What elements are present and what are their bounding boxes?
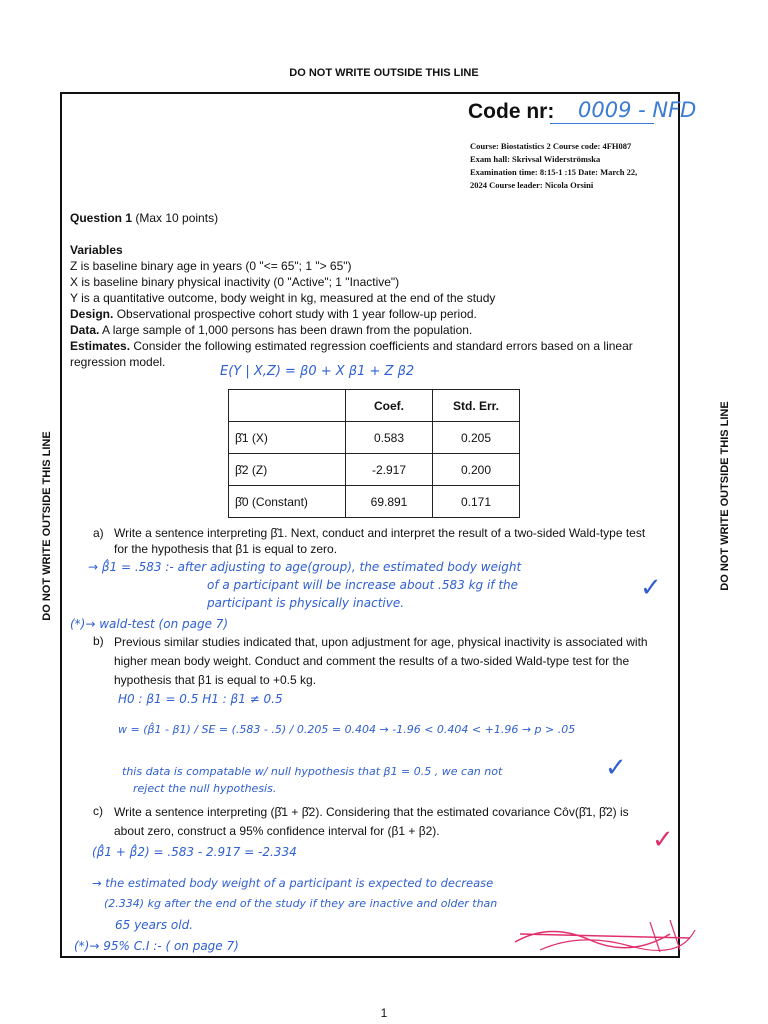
checkmark-icon: ✓ <box>605 752 627 782</box>
course-leader-line: 2024 Course leader: Nicola Orsini <box>470 180 594 190</box>
part-c-answer-1: (β̂1 + β̂2) = .583 - 2.917 = -2.334 <box>92 845 297 859</box>
design-label: Design. <box>70 307 114 321</box>
question-title <box>70 210 218 226</box>
part-b-label: b) <box>93 634 104 648</box>
checkmark-icon: ✓ <box>652 824 674 854</box>
part-b-text-2: higher mean body weight. Conduct and comment the results of a two-sided Wald-type test for the <box>114 654 630 668</box>
part-c-answer-5: (*)→ 95% C.I :- ( on page 7) <box>74 939 239 953</box>
table-cell: β̂0 (Constant) <box>229 486 346 518</box>
estimates-label: Estimates. <box>70 339 131 353</box>
estimates-text: Consider the following estimated regression coefficients and standard errors based on a linear <box>133 339 633 353</box>
table-row <box>229 486 520 518</box>
part-a-answer-1: → β̂1 = .583 :- after adjusting to age(group), the estimated body weight <box>88 560 522 574</box>
part-a-question <box>114 525 674 557</box>
exam-hall-line: Exam hall: Skrivsal Widerströmska <box>470 154 601 164</box>
exam-info <box>470 140 670 192</box>
table-cell: 0.583 <box>346 422 433 454</box>
table-cell: -2.917 <box>346 454 433 486</box>
part-c-answer-4: 65 years old. <box>115 918 194 932</box>
page-number: 1 <box>380 1006 388 1020</box>
table-header-cell: Coef. <box>346 390 433 422</box>
table-header-cell <box>229 390 346 422</box>
red-scribble-mark <box>510 912 700 962</box>
table-header-cell: Std. Err. <box>433 390 520 422</box>
part-b-answer-3: this data is compatable w/ null hypothesis that β1 = 0.5 , we can not <box>122 765 503 778</box>
table-cell: 0.171 <box>433 486 520 518</box>
design-line <box>70 306 670 322</box>
table-row <box>229 422 520 454</box>
question-points: (Max 10 points) <box>135 211 219 225</box>
checkmark-icon: ✓ <box>640 572 662 602</box>
part-a-label: a) <box>93 526 104 540</box>
part-b-answer-4: reject the null hypothesis. <box>133 782 277 795</box>
part-c-answer-3: (2.334) kg after the end of the study if they are inactive and older than <box>104 897 498 910</box>
part-c-label: c) <box>93 804 103 818</box>
variable-z: Z is baseline binary age in years (0 "<= 65"; 1 "> 65") <box>70 259 352 273</box>
part-a-answer-3: participant is physically inactive. <box>207 596 405 610</box>
margin-warning-right: DO NOT WRITE OUTSIDE THIS LINE <box>719 401 731 591</box>
part-a-text-1: Write a sentence interpreting β̂1. Next, conduct and interpret the result of a two-sided Wald-type test <box>114 526 646 540</box>
part-b-text-3: hypothesis that β1 is equal to +0.5 kg. <box>114 673 317 687</box>
data-label: Data. <box>70 323 100 337</box>
part-b-answer-2: w = (β̂1 - β1) / SE = (.583 - .5) / 0.205 = 0.404 → -1.96 < 0.404 < +1.96 → p > .05 <box>118 723 576 736</box>
margin-warning-left: DO NOT WRITE OUTSIDE THIS LINE <box>41 431 53 621</box>
code-underline <box>550 123 654 124</box>
part-b-question <box>114 633 674 690</box>
variables-heading: Variables <box>70 243 123 257</box>
part-a-answer-4: (*)→ wald-test (on page 7) <box>70 617 229 631</box>
part-c-text-2: about zero, construct a 95% confidence interval for (β1 + β2). <box>114 824 440 838</box>
question-number: Question 1 <box>70 211 133 225</box>
table-cell: 69.891 <box>346 486 433 518</box>
data-text: A large sample of 1,000 persons has been drawn from the population. <box>102 323 473 337</box>
margin-warning-top: DO NOT WRITE OUTSIDE THIS LINE <box>289 67 479 79</box>
part-a-text-2: for the hypothesis that β1 is equal to zero. <box>114 542 338 556</box>
estimates-line-2: regression model. <box>70 355 166 369</box>
part-b-answer-1: H0 : β1 = 0.5 H1 : β1 ≠ 0.5 <box>118 692 283 706</box>
coefficient-table <box>228 389 520 518</box>
course-line: Course: Biostatistics 2 Course code: 4FH087 <box>470 141 632 151</box>
code-label: Code nr: <box>468 100 555 123</box>
variable-y: Y is a quantitative outcome, body weight in kg, measured at the end of the study <box>70 291 496 305</box>
table-cell: β̂2 (Z) <box>229 454 346 486</box>
data-line <box>70 322 670 338</box>
table-header-row <box>229 390 520 422</box>
part-c-text-1: Write a sentence interpreting (β̂1 + β̂2). Considering that the estimated covariance Côv(β̂1, β̂2) is <box>114 805 629 819</box>
table-cell: β̂1 (X) <box>229 422 346 454</box>
code-handwritten: 0009 - NFD <box>578 98 697 122</box>
table-row <box>229 454 520 486</box>
exam-time-line: Examination time: 8:15-1 :15 Date: March 22, <box>470 167 638 177</box>
part-c-answer-2: → the estimated body weight of a participant is expected to decrease <box>92 876 494 890</box>
table-cell: 0.205 <box>433 422 520 454</box>
table-cell: 0.200 <box>433 454 520 486</box>
model-handwritten: E(Y | X,Z) = β0 + X β1 + Z β2 <box>220 364 415 379</box>
variable-x: X is baseline binary physical inactivity (0 "Active"; 1 "Inactive") <box>70 275 400 289</box>
part-a-answer-2: of a participant will be increase about .583 kg if the <box>207 578 519 592</box>
variables-block <box>70 242 670 370</box>
design-text: Observational prospective cohort study with 1 year follow-up period. <box>116 307 477 321</box>
estimates-line <box>70 338 670 354</box>
part-b-text-1: Previous similar studies indicated that, upon adjustment for age, physical inactivity is associated with <box>114 635 648 649</box>
part-c-question <box>114 803 674 841</box>
